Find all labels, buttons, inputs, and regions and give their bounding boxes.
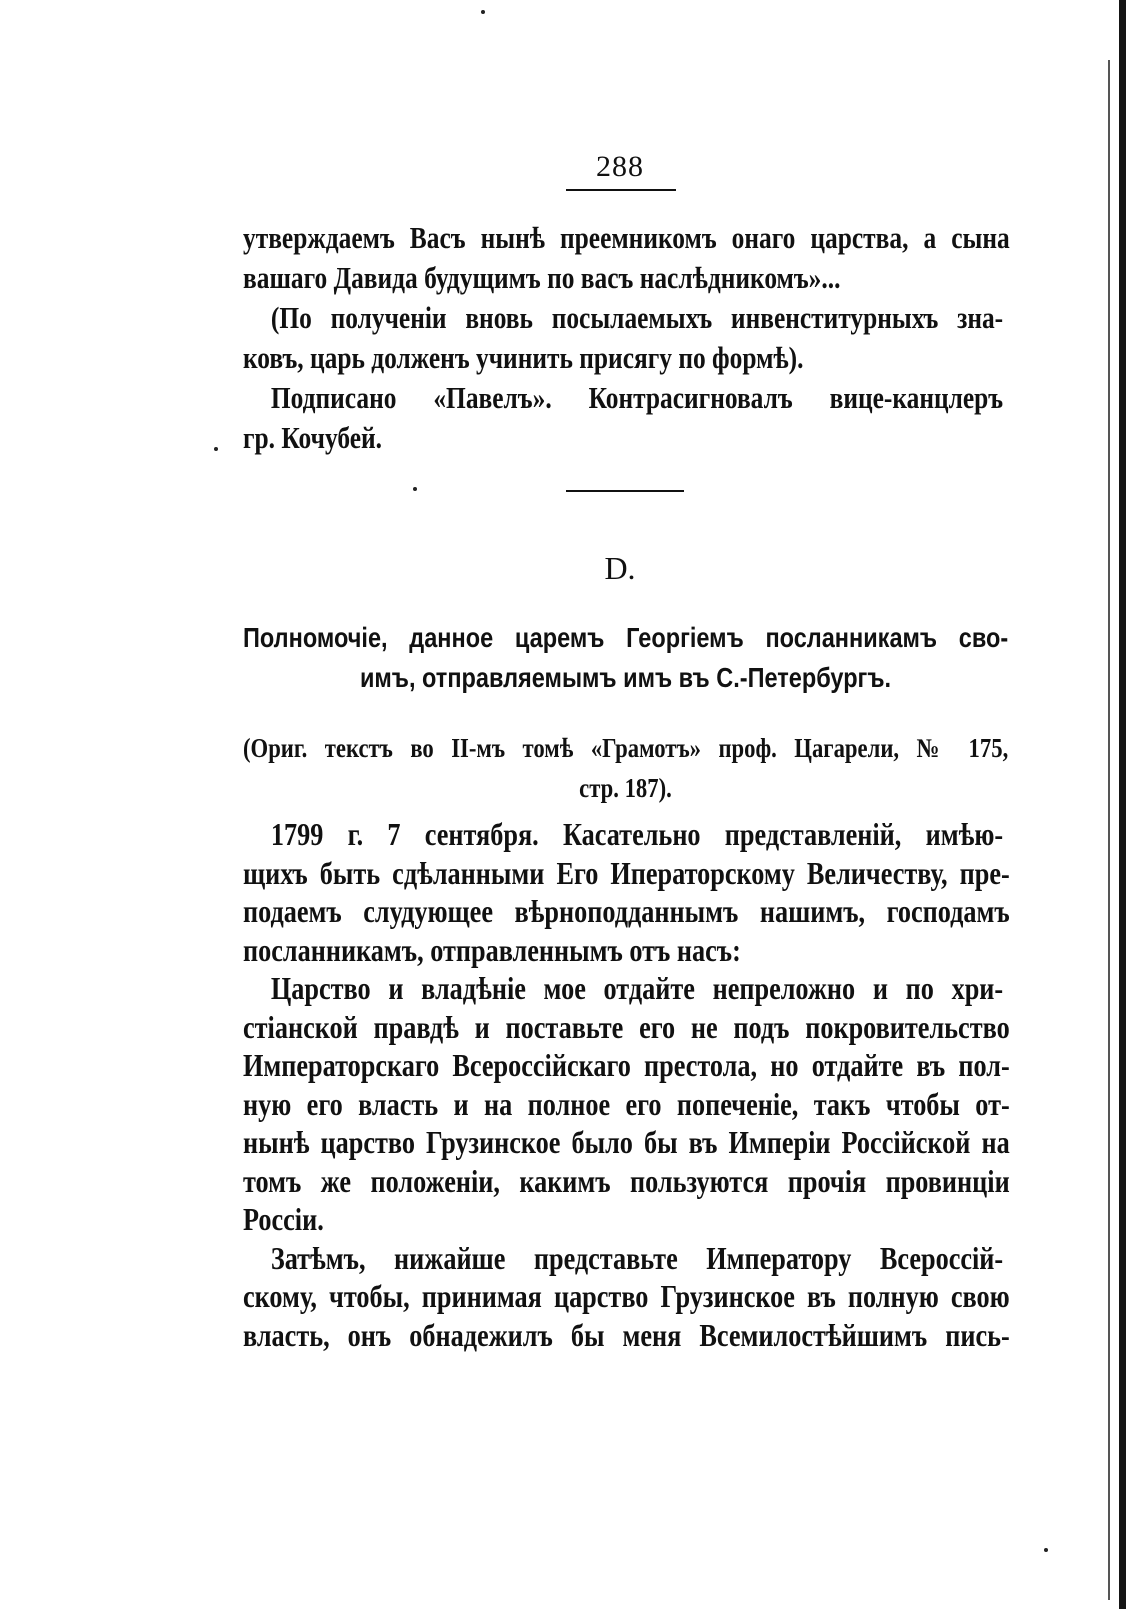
section-letter: D. [604, 550, 636, 586]
body-text [243, 815, 1008, 1354]
continuation-text [243, 218, 1008, 458]
text-line: Подписано «Павелъ». Контрасигновалъ вице-канцлеръ [270, 380, 1004, 415]
heading-line: имъ, отправляемымъ имъ въ С.-Петербургъ. [359, 662, 892, 693]
scan-speck [1044, 1548, 1048, 1552]
page-number: 288 [596, 150, 644, 183]
text-line: ную его власть и на полное его попеченіе, такъ чтобы от- [243, 1085, 1010, 1122]
scan-speck [214, 447, 218, 451]
text-line: скому, чтобы, принимая царство Грузинское въ полную свою [243, 1278, 1010, 1314]
text-line: Затѣмъ, нижайше представьте Императору Всероссій- [270, 1239, 1004, 1276]
text-line: стіанской правдѣ и поставьте его не подъ покровительство [243, 1008, 1010, 1045]
section-separator [566, 490, 684, 492]
text-line: щихъ быть сдѣланными Его Иператорскому Величеству, пре- [243, 854, 1010, 891]
source-line: (Ориг. текстъ во II-мъ томѣ «Грамотъ» проф. Цагарели, № 175, [243, 733, 1009, 763]
text-line: гр. Кочубей. [243, 420, 382, 455]
scan-page-edge [1119, 0, 1126, 1609]
text-line: подаемъ слудующее вѣрноподданнымъ нашимъ, господамъ [243, 893, 1010, 929]
text-line: вашаго Давида будущимъ по васъ наслѣдникомъ»... [243, 260, 841, 295]
text-line: ковъ, царь долженъ учинить присягу по формѣ). [243, 340, 804, 375]
source-line: стр. 187). [579, 773, 672, 803]
text-line: власть, онъ обнадежилъ бы меня Всемилостѣйшимъ пись- [243, 1316, 1010, 1353]
text-line: 1799 г. 7 сентября. Касательно представленій, имѣю- [270, 816, 1004, 852]
scan-speck [481, 10, 485, 14]
text-line: посланникамъ, отправленнымъ отъ насъ: [243, 931, 741, 968]
scan-speck [413, 487, 417, 491]
text-line: томъ же положеніи, какимъ пользуются прочія провинціи [243, 1162, 1010, 1199]
text-line: нынѣ царство Грузинское было бы въ Имперіи Россійской на [243, 1124, 1010, 1160]
text-line: Императорскаго Всероссійскаго престола, но отдайте въ пол- [243, 1047, 1010, 1083]
text-line: Царство и владѣніе мое отдайте непреложно и по хри- [270, 970, 1004, 1006]
heading-line: Полномочіе, данное царемъ Георгіемъ посланникамъ сво- [243, 622, 1009, 653]
source-note [243, 728, 1008, 808]
text-line: утверждаемъ Васъ нынѣ преемникомъ онаго царства, а сына [243, 220, 1010, 255]
section-heading [243, 618, 1008, 698]
scan-page-edge-inner [1108, 60, 1110, 1600]
text-line: Россіи. [243, 1201, 324, 1237]
text-line: (По полученіи вновь посылаемыхъ инвенститурныхъ зна- [270, 300, 1004, 335]
page-number-rule [566, 189, 676, 191]
